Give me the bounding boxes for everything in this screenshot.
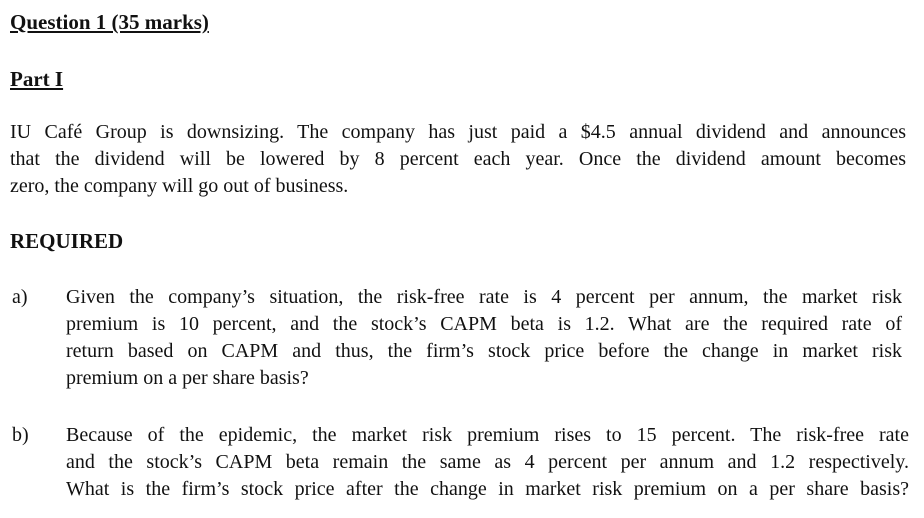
question-b-label: b)	[12, 424, 29, 446]
question-a-line: Given the company’s situation, the risk-free rate is 4 percent per annum, the market risk	[66, 286, 902, 308]
question-b-line: and the stock’s CAPM beta remain the same as 4 percent per annum and 1.2 respectively.	[66, 451, 909, 473]
question-b-line: Because of the epidemic, the market risk premium rises to 15 percent. The risk-free rate	[66, 424, 909, 446]
question-b-text	[66, 422, 909, 503]
question-a-line: premium on a per share basis?	[66, 367, 309, 389]
part-heading: Part I	[10, 67, 64, 91]
question-b-line: What is the firm’s stock price after the change in market risk premium on a per share basis?	[66, 478, 909, 500]
intro-line: that the dividend will be lowered by 8 percent each year. Once the dividend amount becomes	[10, 148, 906, 170]
question-title: Question 1 (35 marks)	[10, 10, 209, 34]
intro-line: zero, the company will go out of business.	[10, 175, 349, 197]
question-a-text	[66, 284, 902, 392]
question-a-label: a)	[12, 286, 28, 308]
question-a-line: return based on CAPM and thus, the firm’s stock price before the change in market risk	[66, 340, 902, 362]
intro-paragraph	[10, 119, 906, 200]
required-heading: REQUIRED	[10, 229, 124, 253]
question-a-line: premium is 10 percent, and the stock’s CAPM beta is 1.2. What are the required rate of	[66, 313, 902, 335]
intro-line: IU Café Group is downsizing. The company has just paid a $4.5 annual dividend and announces	[10, 121, 906, 143]
